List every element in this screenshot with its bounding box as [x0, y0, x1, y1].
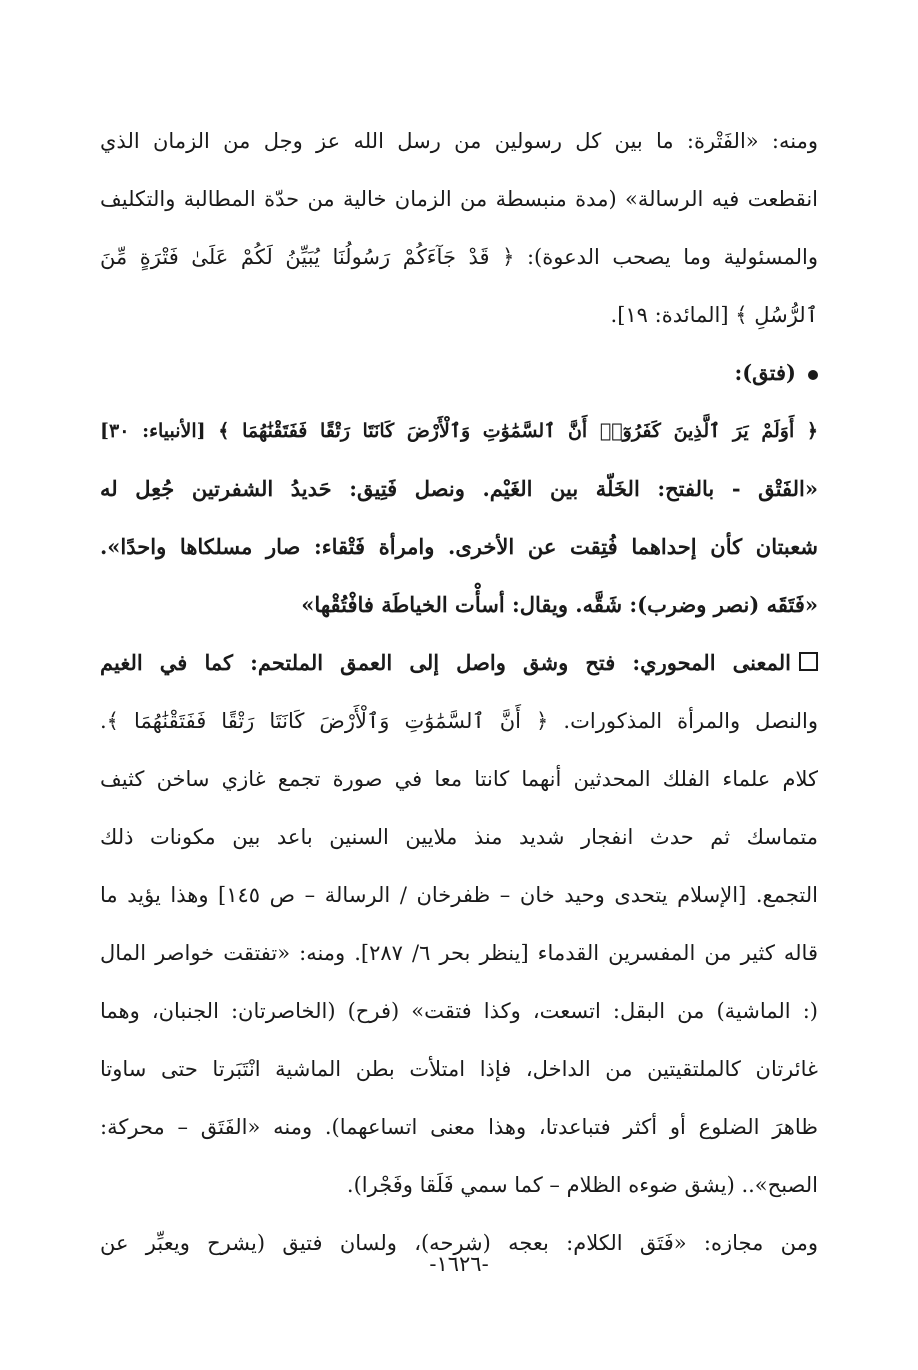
text-line: ومن مجازه: «فَتَق الكلام: بعجه (شرحه)، ولسان فتيق (يشرح ويعبِّر عن	[100, 1231, 818, 1255]
section-heading	[100, 344, 818, 402]
text-line: «الفَتْق - بالفتح: الخَلّة بين الغَيْم. ونصل فَتِيق: حَديدُ الشفرتين جُعِل له	[100, 476, 818, 501]
core-meaning-line	[100, 634, 818, 692]
text-line: ومنه: «الفَتْرة: ما بين كل رسولين من رسل الله عز وجل من الزمان الذي	[100, 129, 818, 153]
quran-verse: ﴿ أَوَلَمْ يَرَ ٱلَّذِينَ كَفَرُوٓا۟ أَنَّ ٱلسَّمَٰوَٰتِ وَٱلْأَرْضَ كَانَتَا رَتْقًا فَفَتَقْنَٰهُمَا ﴾ [الأنبياء: ٣٠]	[100, 420, 818, 442]
core-meaning-text: المعنى المحوري: فتح وشق واصل إلى العمق الملتحم: كما في الغيم	[100, 650, 791, 675]
text-line: انقطعت فيه الرسالة» (مدة منبسطة من الزمان خالية من حدّة المطالبة والتكليف	[100, 187, 818, 211]
text-line: ٱلرُّسُلِ ﴾ [المائدة: ١٩].	[610, 303, 818, 327]
text-line: قاله كثير من المفسرين القدماء [ينظر بحر ٦/ ٢٨٧]. ومنه: «تفتقت خواصر المال	[100, 941, 818, 965]
bullet-icon	[808, 370, 818, 380]
square-icon	[799, 652, 818, 671]
text-line: التجمع. [الإسلام يتحدى وحيد خان – ظفرخان / الرسالة – ص ١٤٥] وهذا يؤيد ما	[100, 883, 818, 907]
text-line: «فَتَقَه (نصر وضرب): شَقَّه. ويقال: أسأْت الخياطَة فافْتُقْها»	[301, 592, 818, 617]
text-line: متماسك ثم حدث انفجار شديد منذ ملايين السنين باعد بين مكونات ذلك	[100, 825, 818, 849]
text-line: (: الماشية) من البقل: اتسعت، وكذا فتقت» (فرح) (الخاصرتان: الجنبان، وهما	[100, 999, 818, 1023]
text-line: غائرتان كالملتقيتين من الداخل، فإذا امتلأت بطن الماشية انْتَبَرتا حتى ساوتا	[100, 1057, 818, 1081]
text-line: والنصل والمرأة المذكورات. ﴿ أَنَّ ٱلسَّمَٰوَٰتِ وَٱلْأَرْضَ كَانَتَا رَتْقًا فَفَتَقْنَٰهُمَا ﴾.	[100, 709, 818, 733]
text-line: والمسئولية وما يصحب الدعوة): ﴿ قَدْ جَآءَكُمْ رَسُولُنَا يُبَيِّنُ لَكُمْ عَلَىٰ فَتْرَةٍ مِّنَ	[100, 245, 818, 269]
body-text	[100, 112, 818, 1272]
text-line: كلام علماء الفلك المحدثين أنهما كانتا معا في صورة تجمع غازي ساخن كثيف	[100, 767, 818, 791]
text-line: شعبتان كأن إحداهما فُتِقت عن الأخرى. وامرأة فَتْقاء: صار مسلكاها واحدًا».	[100, 534, 818, 559]
text-line: الصبح».. (يشق ضوءه الظلام – كما سمي فَلَقا وفَجْرا).	[346, 1173, 818, 1197]
text-line: ظاهرَ الضلوع أو أكثر فتباعدتا، وهذا معنى اتساعهما). ومنه «الفَتَق – محركة:	[100, 1115, 818, 1139]
section-heading-label: (فتق):	[734, 360, 796, 385]
page-number: -١٦٢٦-	[429, 1252, 489, 1276]
